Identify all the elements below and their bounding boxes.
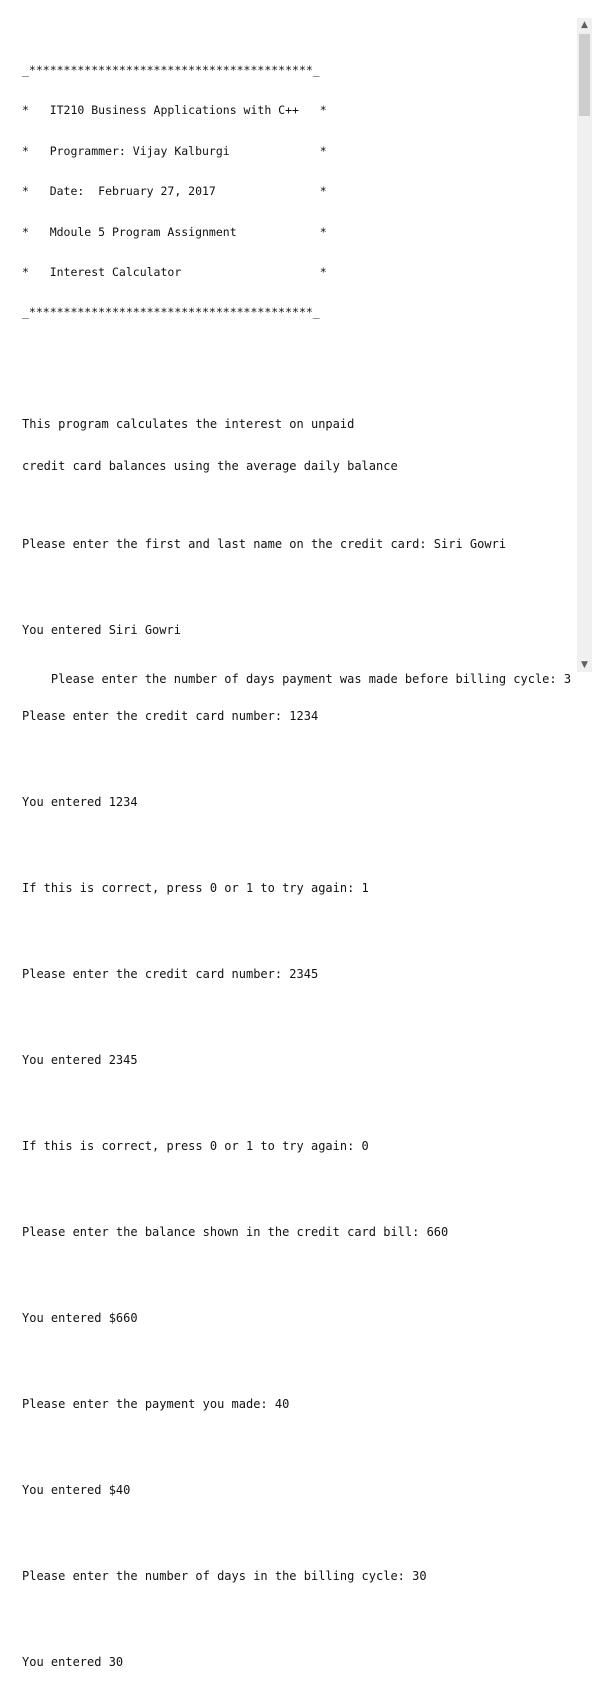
scroll-up-icon[interactable]: ▲ — [577, 18, 592, 32]
output-line: Please enter the payment you made: 40 — [22, 1396, 290, 1411]
output-line: If this is correct, press 0 or 1 to try again: 1 — [22, 880, 369, 895]
banner-line: * Mdoule 5 Program Assignment * — [22, 224, 327, 239]
output-line: You entered $40 — [22, 1482, 131, 1497]
output-line: You entered 2345 — [22, 1052, 138, 1067]
banner-line: * Programmer: Vijay Kalburgi * — [22, 143, 327, 158]
output-line: You entered 30 — [22, 1654, 124, 1669]
output-line: Please enter the credit card number: 2345 — [22, 966, 319, 981]
scroll-down-icon[interactable]: ▼ — [577, 658, 592, 672]
header-banner — [22, 36, 582, 347]
output-line: Please enter the balance shown in the credit card bill: 660 — [22, 1224, 449, 1239]
banner-line: _*****************************************_ — [22, 305, 320, 320]
intro-line: credit card balances using the average daily balance — [22, 458, 398, 473]
banner-line: * Date: February 27, 2017 * — [22, 184, 327, 199]
intro-line: This program calculates the interest on unpaid — [22, 416, 355, 431]
output-line: Please enter the number of days in the billing cycle: 30 — [22, 1568, 427, 1583]
scrollbar-thumb[interactable] — [579, 34, 590, 116]
partial-output-text: Please enter the number of days payment was made before billing cycle: 3 — [50, 672, 572, 686]
output-line: Please enter the credit card number: 1234 — [22, 708, 319, 723]
blank-line — [22, 375, 582, 389]
output-line: You entered $660 — [22, 1310, 138, 1325]
output-line: Please enter the first and last name on the credit card: Siri Gowri — [22, 536, 507, 551]
banner-line: _*****************************************_ — [22, 63, 320, 77]
output-line: If this is correct, press 0 or 1 to try again: 0 — [22, 1138, 369, 1153]
output-line: You entered Siri Gowri — [22, 622, 181, 637]
output-line: You entered 1234 — [22, 794, 138, 809]
partial-output-line — [22, 665, 572, 686]
banner-line: * Interest Calculator * — [22, 264, 327, 279]
vertical-scrollbar[interactable] — [577, 18, 592, 672]
banner-line: * IT210 Business Applications with C++ * — [22, 103, 327, 118]
